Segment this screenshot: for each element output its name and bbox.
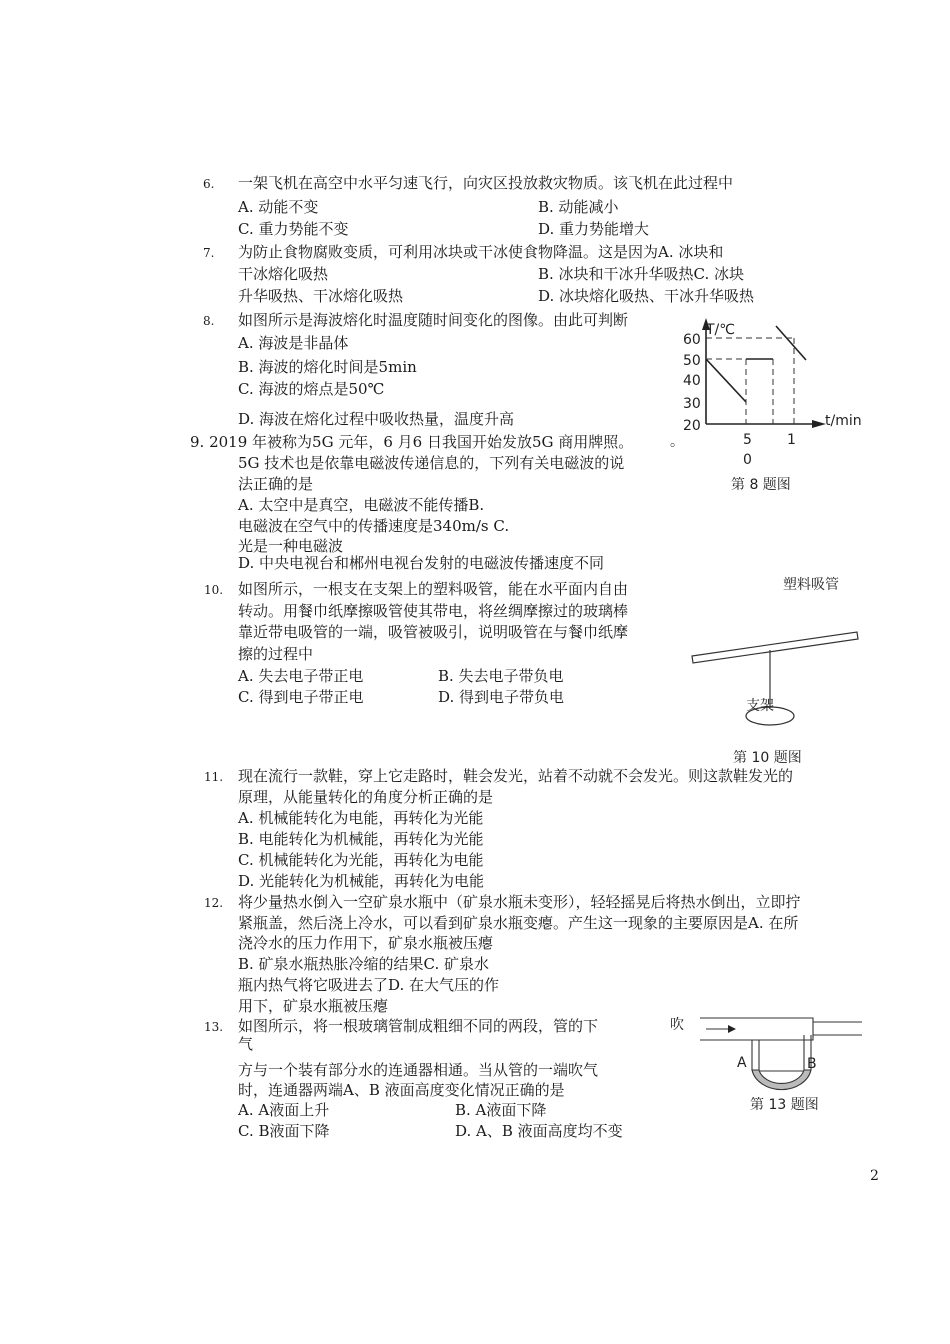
q8-dot: 。	[670, 434, 684, 450]
q8-option-d: D. 海波在熔化过程中吸收热量，温度升高	[238, 410, 515, 428]
q10-option-c: C. 得到电子带正电	[238, 688, 364, 706]
q8-y-tick: 50	[683, 353, 701, 369]
q8-x-tick: 1	[787, 432, 796, 448]
q8-option-a: A. 海波是非晶体	[238, 334, 349, 352]
q12-line: B. 矿泉水瓶热胀冷缩的结果C. 矿泉水	[238, 955, 490, 973]
q13-line: 如图所示，将一根玻璃管制成粗细不同的两段，管的下	[238, 1017, 599, 1035]
q10-line: 如图所示，一根支在支架上的塑料吸管，能在水平面内自由	[238, 580, 629, 598]
q13-option-d: D. A、B 液面高度均不变	[455, 1122, 623, 1140]
q13-label-b: B	[807, 1056, 817, 1072]
q7-line: 为防止食物腐败变质，可利用冰块或干冰使食物降温。这是因为A. 冰块和	[238, 243, 724, 261]
page-number: 2	[870, 1168, 879, 1184]
q8-x-tick: 0	[743, 452, 752, 468]
q9-line: 法正确的是	[238, 475, 314, 493]
q6-option-d: D. 重力势能增大	[538, 220, 650, 238]
q10-line: 靠近带电吸管的一端，吸管被吸引，说明吸管在与餐巾纸摩	[238, 623, 629, 641]
q9-line: D. 中央电视台和郴州电视台发射的电磁波传播速度不同	[238, 554, 605, 572]
q11-line: 原理，从能量转化的角度分析正确的是	[238, 788, 494, 806]
q8-caption: 第 8 题图	[731, 477, 791, 493]
q8-y-axis-label: T/℃	[706, 322, 735, 338]
q8-y-tick: 30	[683, 396, 701, 412]
q8-number: 8.	[203, 314, 215, 328]
q13-option-a: A. A液面上升	[238, 1101, 330, 1119]
q8-stem: 如图所示是海波熔化时温度随时间变化的图像。由此可判断	[238, 311, 629, 329]
q9-line: 光是一种电磁波	[238, 537, 344, 555]
q11-option-c: C. 机械能转化为光能，再转化为电能	[238, 851, 484, 869]
q12-line: 紧瓶盖，然后浇上冷水，可以看到矿泉水瓶变瘪。产生这一现象的主要原因是A. 在所	[238, 914, 799, 932]
q6-option-b: B. 动能减小	[538, 198, 619, 216]
q10-straw-label: 塑料吸管	[783, 577, 839, 593]
q10-line: 转动。用餐巾纸摩擦吸管使其带电，将丝绸摩擦过的玻璃棒	[238, 602, 629, 620]
q12-line: 将少量热水倒入一空矿泉水瓶中（矿泉水瓶未变形），轻轻摇晃后将热水倒出，立即拧	[238, 893, 801, 911]
q10-number: 10.	[204, 583, 224, 597]
q9-line: 电磁波在空气中的传播速度是340m/s C.	[238, 517, 510, 535]
q11-option-a: A. 机械能转化为电能，再转化为光能	[238, 809, 484, 827]
q11-option-d: D. 光能转化为机械能，再转化为电能	[238, 872, 485, 890]
q13-option-c: C. B液面下降	[238, 1122, 330, 1140]
q13-caption: 第 13 题图	[750, 1097, 819, 1113]
q13-line: 气	[238, 1035, 254, 1053]
q10-option-b: B. 失去电子带负电	[438, 667, 564, 685]
q8-y-tick: 20	[683, 418, 701, 434]
q13-blow-label: 吹	[670, 1017, 684, 1033]
q13-figure	[700, 1018, 862, 1090]
q6-option-a: A. 动能不变	[238, 198, 319, 216]
q8-option-b: B. 海波的熔化时间是5min	[238, 358, 417, 376]
q8-option-c: C. 海波的熔点是50℃	[238, 380, 385, 398]
q10-option-a: A. 失去电子带正电	[238, 667, 364, 685]
q13-line: 时，连通器两端A、B 液面高度变化情况正确的是	[238, 1081, 565, 1099]
q12-line: 浇冷水的压力作用下，矿泉水瓶被压瘪	[238, 934, 494, 952]
q6-stem: 一架飞机在高空中水平匀速飞行，向灾区投放救灾物质。该飞机在此过程中	[238, 174, 734, 192]
q8-y-tick: 60	[683, 332, 701, 348]
q9-line: A. 太空中是真空，电磁波不能传播B.	[238, 496, 485, 514]
q11-option-b: B. 电能转化为机械能，再转化为光能	[238, 830, 484, 848]
q13-line: 方与一个装有部分水的连通器相通。当从管的一端吹气	[238, 1061, 599, 1079]
q10-stand-label: 支架	[746, 698, 774, 714]
q10-caption: 第 10 题图	[733, 750, 802, 766]
q10-line: 擦的过程中	[238, 645, 314, 663]
q6-number: 6.	[203, 177, 215, 191]
q12-number: 12.	[204, 896, 224, 910]
q7-number: 7.	[203, 246, 215, 260]
q7-line: D. 冰块熔化吸热、干冰升华吸热	[538, 287, 755, 305]
q6-option-c: C. 重力势能不变	[238, 220, 349, 238]
q9-line: 5G 技术也是依靠电磁波传递信息的，下列有关电磁波的说	[238, 454, 625, 472]
q7-line: 干冰熔化吸热	[238, 265, 329, 283]
q13-option-b: B. A液面下降	[455, 1101, 547, 1119]
q8-x-axis-label: t/min	[825, 413, 862, 429]
q9-line: 9. 2019 年被称为5G 元年，6 月6 日我国开始发放5G 商用牌照。	[190, 433, 634, 451]
q7-line: 升华吸热、干冰熔化吸热	[238, 287, 404, 305]
q11-number: 11.	[204, 770, 224, 784]
q10-figure	[692, 632, 858, 725]
q7-line: B. 冰块和干冰升华吸热C. 冰块	[538, 265, 745, 283]
q13-label-a: A	[737, 1055, 747, 1071]
q11-line: 现在流行一款鞋，穿上它走路时，鞋会发光，站着不动就不会发光。则这款鞋发光的	[238, 767, 794, 785]
q12-line: 用下，矿泉水瓶被压瘪	[238, 997, 389, 1015]
q8-x-tick: 5	[743, 432, 752, 448]
q8-y-tick: 40	[683, 373, 701, 389]
q12-line: 瓶内热气将它吸进去了D. 在大气压的作	[238, 976, 500, 994]
q13-number: 13.	[204, 1020, 224, 1034]
q10-option-d: D. 得到电子带负电	[438, 688, 565, 706]
